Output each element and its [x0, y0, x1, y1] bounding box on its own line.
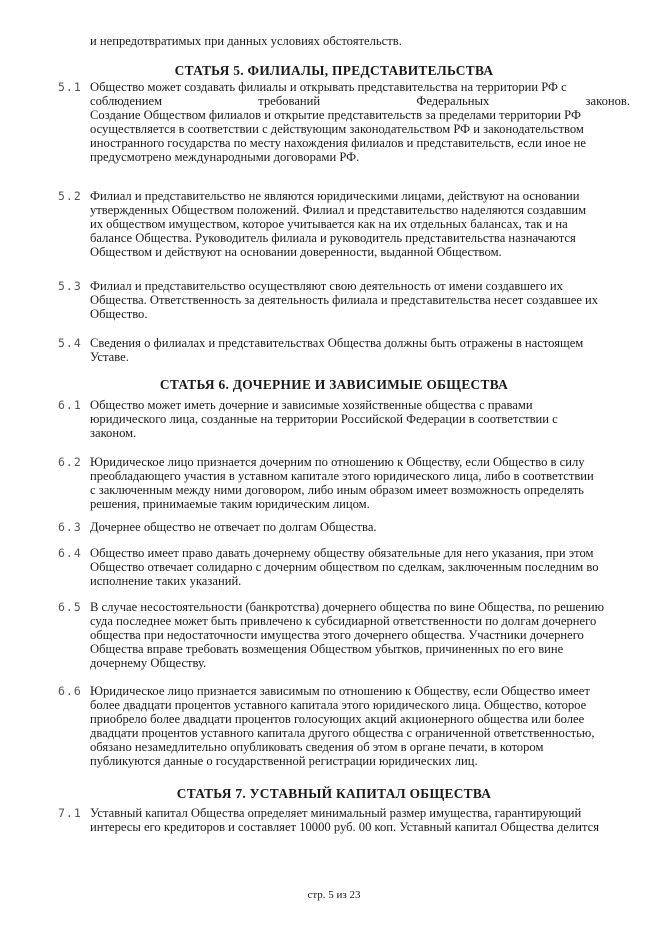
paragraph-line: юридического лица, созданные на территории Российской Федерации в соответствии с [90, 412, 558, 426]
clause-number: 6.2 [58, 455, 82, 469]
page-number: стр. 5 из 23 [307, 889, 361, 901]
paragraph-line: Создание Обществом филиалов и открытие представительств за пределами территории РФ [90, 108, 581, 122]
paragraph-line: Юридическое лицо признается дочерним по отношению к Обществу, если Общество в силу [90, 455, 585, 469]
clause-number: 6.6 [58, 684, 82, 698]
clause-number: 5.2 [58, 189, 82, 203]
paragraph-line: законом. [90, 426, 137, 440]
paragraph-line: осуществляется в соответствии с действующим законодательством РФ и законодательством [90, 122, 584, 136]
paragraph-line: балансе Общества. Руководитель филиала и руководитель представительства назначаются [90, 231, 576, 245]
paragraph-line: Общество имеет право давать дочернему обществу обязательные для него указания, при этом [90, 546, 594, 560]
paragraph-line: Филиал и представительство не являются юридическими лицами, действуют на основании [90, 189, 580, 203]
clause-number: 5.1 [58, 80, 82, 94]
paragraph-line: более двадцати процентов уставного капитала этого юридического лица. Общество, которое [90, 698, 587, 712]
paragraph-line: Обществом и действуют на основании доверенности, выданной Обществом. [90, 245, 502, 259]
paragraph-line: Общество может создавать филиалы и открывать представительства на территории РФ с [90, 80, 567, 94]
paragraph-line: общества при недостаточности имущества этого дочернего общества. Участники дочернего [90, 628, 584, 642]
paragraph-line: преобладающего участия в уставном капитале этого юридического лица, либо в соответствии [90, 469, 594, 483]
paragraph-line: Сведения о филиалах и представительствах Общества должны быть отражены в настоящем [90, 336, 584, 350]
paragraph-line: Уставный капитал Общества определяет минимальный размер имущества, гарантирующий [90, 806, 582, 820]
paragraph-line: В случае несостоятельности (банкротства) дочернего общества по вине Общества, по решению [90, 600, 604, 614]
paragraph-line: приобрело более двадцати процентов голосующих акций акционерного общества или более [90, 712, 585, 726]
paragraph-line: Уставе. [90, 350, 129, 364]
paragraph-line: Общества вправе требовать возмещения Обществом убытков, причиненных по его вине [90, 642, 564, 656]
paragraph-line: Филиал и представительство осуществляют свою деятельность от имени создавшего их [90, 279, 563, 293]
paragraph-line: иностранного государства по месту нахождения филиалов и представительств, если иное не [90, 136, 586, 150]
paragraph-line: Общество может иметь дочерние и зависимые хозяйственные общества с правами [90, 398, 533, 412]
clause-number: 5.4 [58, 336, 82, 350]
paragraph-line: соблюдением требований Федеральных законов. [90, 94, 630, 108]
paragraph-line: обязано незамедлительно опубликовать сведения об этом в органе печати, в котором [90, 740, 544, 754]
clause-number: 6.3 [58, 520, 82, 534]
paragraph-line: интересы его кредиторов и составляет 10000 руб. 00 коп. Уставный капитал Общества делится [90, 820, 600, 834]
article-6-title: СТАТЬЯ 6. ДОЧЕРНИЕ И ЗАВИСИМЫЕ ОБЩЕСТВА [159, 377, 509, 392]
clause-number: 6.5 [58, 600, 82, 614]
paragraph-line: исполнение таких указаний. [90, 574, 242, 588]
paragraph-line: дочернему Обществу. [90, 656, 207, 670]
clause-number: 5.3 [58, 279, 82, 293]
paragraph-line: Общества. Ответственность за деятельность филиала и представительства несет создавшее их [90, 293, 599, 307]
paragraph-line: с заключенным между ними договором, либо иным образом имеет возможность определять [90, 483, 584, 497]
paragraph-line: Юридическое лицо признается зависимым по отношению к Обществу, если Общество имеет [90, 684, 590, 698]
paragraph-line: публикуются данные о государственной регистрации юридических лиц. [90, 754, 478, 768]
paragraph-line: суда последнее может быть привлечено к субсидиарной ответственности по долгам дочернего [90, 614, 597, 628]
paragraph-line: Дочернее общество не отвечает по долгам Общества. [90, 520, 377, 534]
paragraph-line: Общество. [90, 307, 148, 321]
continuation-line: и непредотвратимых при данных условиях обстоятельств. [90, 34, 402, 48]
paragraph-line: двадцати процентов уставного капитала другого общества с ограниченной ответственностью, [90, 726, 595, 740]
paragraph-line: решения, принимаемые таким юридическим лицом. [90, 497, 370, 511]
article-7-title: СТАТЬЯ 7. УСТАВНЫЙ КАПИТАЛ ОБЩЕСТВА [176, 786, 492, 801]
paragraph-line: утвержденных Обществом положений. Филиал и представительство наделяются создавшим [90, 203, 587, 217]
paragraph-line: Общество отвечает солидарно с дочерним обществом по сделкам, заключенным последним во [90, 560, 599, 574]
clause-number: 6.1 [58, 398, 82, 412]
paragraph-line: предусмотрено международными договорами РФ. [90, 150, 360, 164]
article-5-title: СТАТЬЯ 5. ФИЛИАЛЫ, ПРЕДСТАВИТЕЛЬСТВА [174, 63, 494, 78]
paragraph-line: их обществом имуществом, которое учитывается как на их отдельных балансах, так и на [90, 217, 568, 231]
clause-number: 7.1 [58, 806, 82, 820]
clause-number: 6.4 [58, 546, 82, 560]
